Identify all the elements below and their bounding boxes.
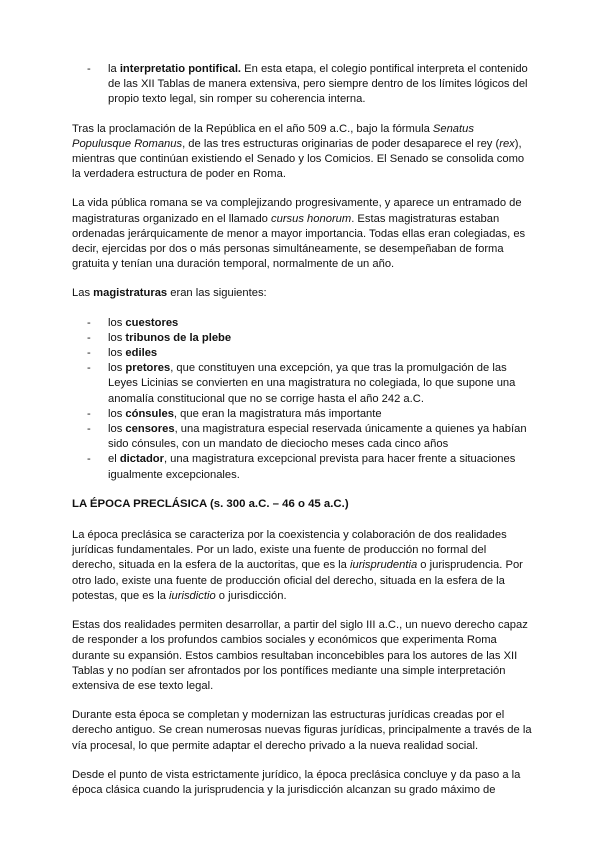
dash-bullet: - bbox=[87, 316, 91, 329]
dash-bullet: - bbox=[87, 331, 91, 344]
dash-bullet: - bbox=[87, 63, 91, 75]
dash-bullet: - bbox=[87, 423, 91, 436]
dash-bullet: - bbox=[87, 362, 91, 375]
list-item: - los cónsules, que eran la magistratura más importante bbox=[72, 407, 532, 422]
paragraph-preclasica: La época preclásica se caracteriza por la coexistencia y colaboración de dos realidades jurídicas fundamentales. Por un lado, existe una fuente de producción no formal del derecho, situada en la esfera de la auctoritas, que es la iurisprudentia o jurisprudencia. Por otro lado, existe una fuente de producción oficial del derecho, situada en la esfera de la potestas, que es la iurisdictio o jurisdicción. bbox=[72, 529, 523, 602]
list-item: - la interpretatio pontifical. En esta etapa, el colegio pontifical interpreta el contenido de las XII Tablas de manera extensiva, pero siempre dentro de los límites lógicos del propio texto legal, sin romper su coherencia interna. bbox=[87, 63, 528, 106]
list-item: - los pretores, que constituyen una excepción, ya que tras la promulgación de las Leyes Licinias se convierten en una magistratura no colegiada, lo que supone una anomalía constitucional que no se corrige hasta el año 242 a.C. bbox=[87, 362, 516, 405]
list-item: - los cuestores bbox=[72, 316, 532, 331]
dash-bullet: - bbox=[87, 453, 91, 466]
magistraturas-list bbox=[72, 316, 532, 483]
dash-bullet: - bbox=[87, 347, 91, 360]
document-page bbox=[72, 62, 532, 812]
paragraph-nuevo-derecho: Estas dos realidades permiten desarrollar, a partir del siglo III a.C., un nuevo derecho capaz de responder a los profundos cambios sociales y económicos que experimenta Roma durante su expansión. Estos cambios resultaban inconcebibles para los autores de las XII Tablas y no podían ser afrontados por los pontífices mediante una simple interpretación extensiva de ese texto legal. bbox=[72, 619, 528, 692]
paragraph-republica: Tras la proclamación de la República en el año 509 a.C., bajo la fórmula Senatus Populusque Romanus, de las tres estructuras originarias de poder desaparece el rey (rex), mientras que continúan existiendo el Senado y los Comicios. El Senado se consolida como la verdadera estructura de poder en Roma. bbox=[72, 122, 525, 181]
top-bullet-list bbox=[72, 62, 532, 108]
paragraph-cursus-honorum: La vida pública romana se va complejizando progresivamente, y aparece un entramado de magistraturas organizado en el llamado cursus honorum. Estas magistraturas estaban ordenadas jerárquicamente de menor a mayor importancia. Todas ellas eran colegiadas, es decir, ejercidas por dos o más personas simultáneamente, se desempeñaban de forma gratuita y tenían una duración temporal, normalmente de un año. bbox=[72, 197, 526, 271]
term-bold: interpretatio pontifical. bbox=[119, 63, 242, 75]
paragraph-estructuras: Durante esta época se completan y modernizan las estructuras jurídicas creadas por el derecho antiguo. Se crean numerosas nuevas figuras jurídicas, principalmente a través de la vía procesal, lo que permite adaptar el derecho privado a la nueva realidad social. bbox=[72, 709, 532, 752]
list-item: - el dictador, una magistratura excepcional prevista para hacer frente a situaciones igualmente excepcionales. bbox=[87, 453, 516, 481]
paragraph-conclusion: Desde el punto de vista estrictamente jurídico, la época preclásica concluye y da paso a la época clásica cuando la jurisprudencia y la jurisdicción alcanzan su grado máximo de bbox=[72, 768, 521, 796]
list-item: - los ediles bbox=[72, 346, 532, 361]
dash-bullet: - bbox=[87, 407, 91, 420]
section-heading: LA ÉPOCA PRECLÁSICA (s. 300 a.C. – 46 o 45 a.C.) bbox=[72, 497, 349, 510]
paragraph-magistraturas-intro: Las magistraturas eran las siguientes: bbox=[72, 287, 267, 300]
list-item: - los censores, una magistratura especial reservada únicamente a quienes ya habían sido cónsules, con un mandato de dieciocho meses cada cinco años bbox=[87, 423, 527, 451]
list-item: - los tribunos de la plebe bbox=[72, 331, 532, 346]
